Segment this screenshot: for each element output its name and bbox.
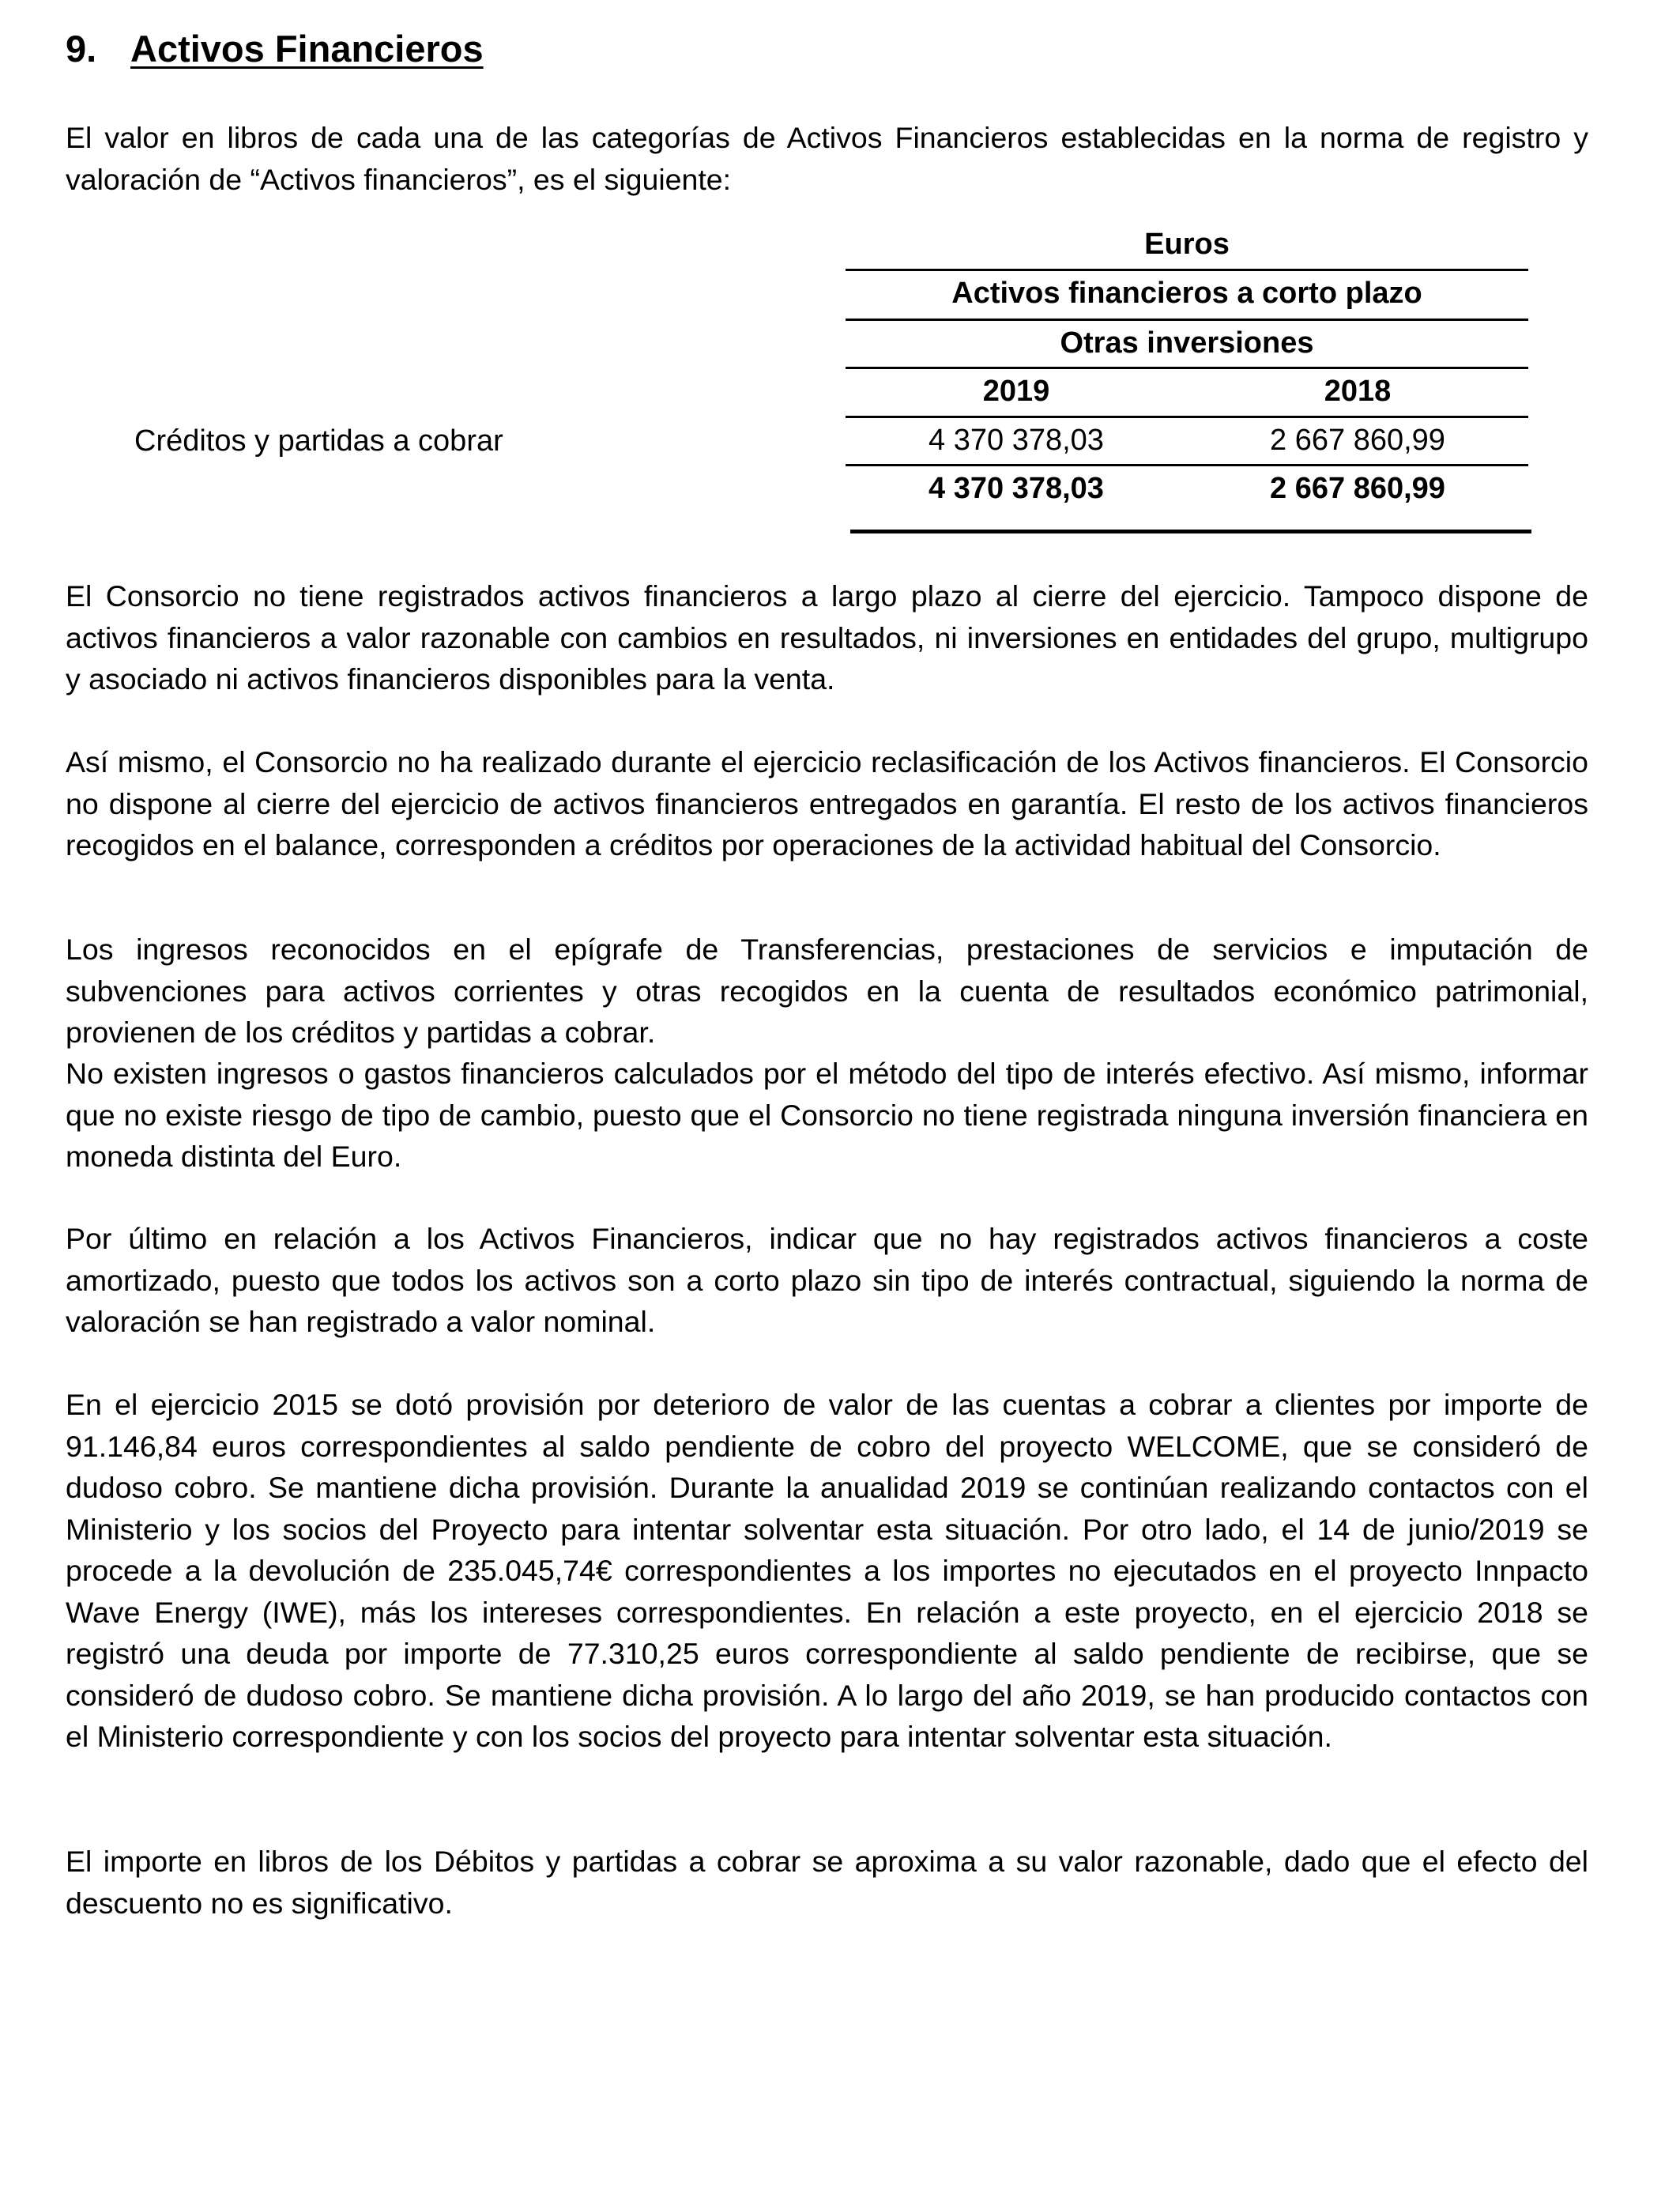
intro-paragraph: El valor en libros de cada una de las categorías de Activos Financieros establecidas en la norma de registro y valoración de “Activos financieros”, es el siguiente: [66, 121, 1588, 196]
body-paragraph: Así mismo, el Consorcio no ha realizado durante el ejercicio reclasificación de los Activos financieros. El Consorcio no dispone al cierre del ejercicio de activos financieros entregados en garantía. El resto de los activos financieros recogidos en el balance, corresponden a créditos por operaciones de la actividad habitual del Consorcio. [66, 745, 1588, 861]
group-header: Activos financieros a corto plazo [951, 277, 1422, 310]
table-rule [846, 416, 1528, 418]
row-value-2019: 4 370 378,03 [929, 424, 1104, 457]
section-heading [66, 27, 484, 70]
body-paragraph: El Consorcio no tiene registrados activos financieros a largo plazo al cierre del ejercicio. Tampoco dispone de activos financieros a valor razonable con cambios en resultados, ni inversiones en entidades del grupo, multigrupo y asociado ni activos financieros disponibles para la venta. [66, 579, 1588, 696]
column-header-2018: 2018 [1324, 375, 1392, 408]
body-paragraph: Por último en relación a los Activos Financieros, indicar que no hay registrados activos financieros a coste amortizado, puesto que todos los activos son a corto plazo sin tipo de interés contractual, siguiendo la norma de valoración se han registrado a valor nominal. [66, 1222, 1588, 1338]
body-paragraph: En el ejercicio 2015 se dotó provisión por deterioro de valor de las cuentas a cobrar a clientes por importe de 91.146,84 euros correspondientes al saldo pendiente de cobro del proyecto WELCOME, que se consideró de dudoso cobro. Se mantiene dicha provisión. Durante la anualidad 2019 se continúan realizando contactos con el Ministerio y los socios del Proyecto para intentar solventar esta situación. Por otro lado, el 14 de junio/2019 se procede a la devolución de 235.045,74€ correspondientes a los importes no ejecutados en el proyecto Innpacto Wave Energy (IWE), más los intereses correspondientes. En relación a este proyecto, en el ejercicio 2018 se registró una deuda por importe de 77.310,25 euros correspondiente al saldo pendiente de recibirse, que se consideró de dudoso cobro. Se mantiene dicha provisión. A lo largo del año 2019, se han producido contactos con el Ministerio correspondiente y con los socios del proyecto para intentar solventar esta situación. [66, 1388, 1588, 1753]
column-header-2019: 2019 [982, 375, 1050, 408]
table-rule [846, 269, 1528, 271]
body-paragraph: El importe en libros de los Débitos y partidas a cobrar se aproxima a su valor razonable, dado que el efecto del descuento no es significativo. [66, 1845, 1588, 1920]
total-value-2018: 2 667 860,99 [1270, 472, 1445, 505]
table-rule [846, 319, 1528, 321]
body-paragraph: No existen ingresos o gastos financieros calculados por el método del tipo de interés efectivo. Así mismo, informar que no existe riesgo de tipo de cambio, puesto que el Consorcio no tiene registrada ninguna inversión financiera en moneda distinta del Euro. [66, 1057, 1588, 1173]
table-rule [846, 367, 1528, 369]
total-value-2019: 4 370 378,03 [929, 472, 1104, 505]
section-number: 9. [66, 28, 97, 70]
section-title: Activos Financieros [130, 28, 484, 70]
row-label: Créditos y partidas a cobrar [134, 424, 503, 458]
subgroup-header: Otras inversiones [1060, 326, 1314, 360]
unit-header: Euros [1144, 228, 1230, 261]
row-value-2018: 2 667 860,99 [1270, 424, 1445, 457]
table-double-rule [850, 530, 1531, 533]
table-rule [846, 464, 1528, 466]
body-paragraph: Los ingresos reconocidos en el epígrafe de Transferencias, prestaciones de servicios e imputación de subvenciones para activos corrientes y otras recogidos en la cuenta de resultados económico patrimonial, provienen de los créditos y partidas a cobrar. [66, 933, 1588, 1049]
